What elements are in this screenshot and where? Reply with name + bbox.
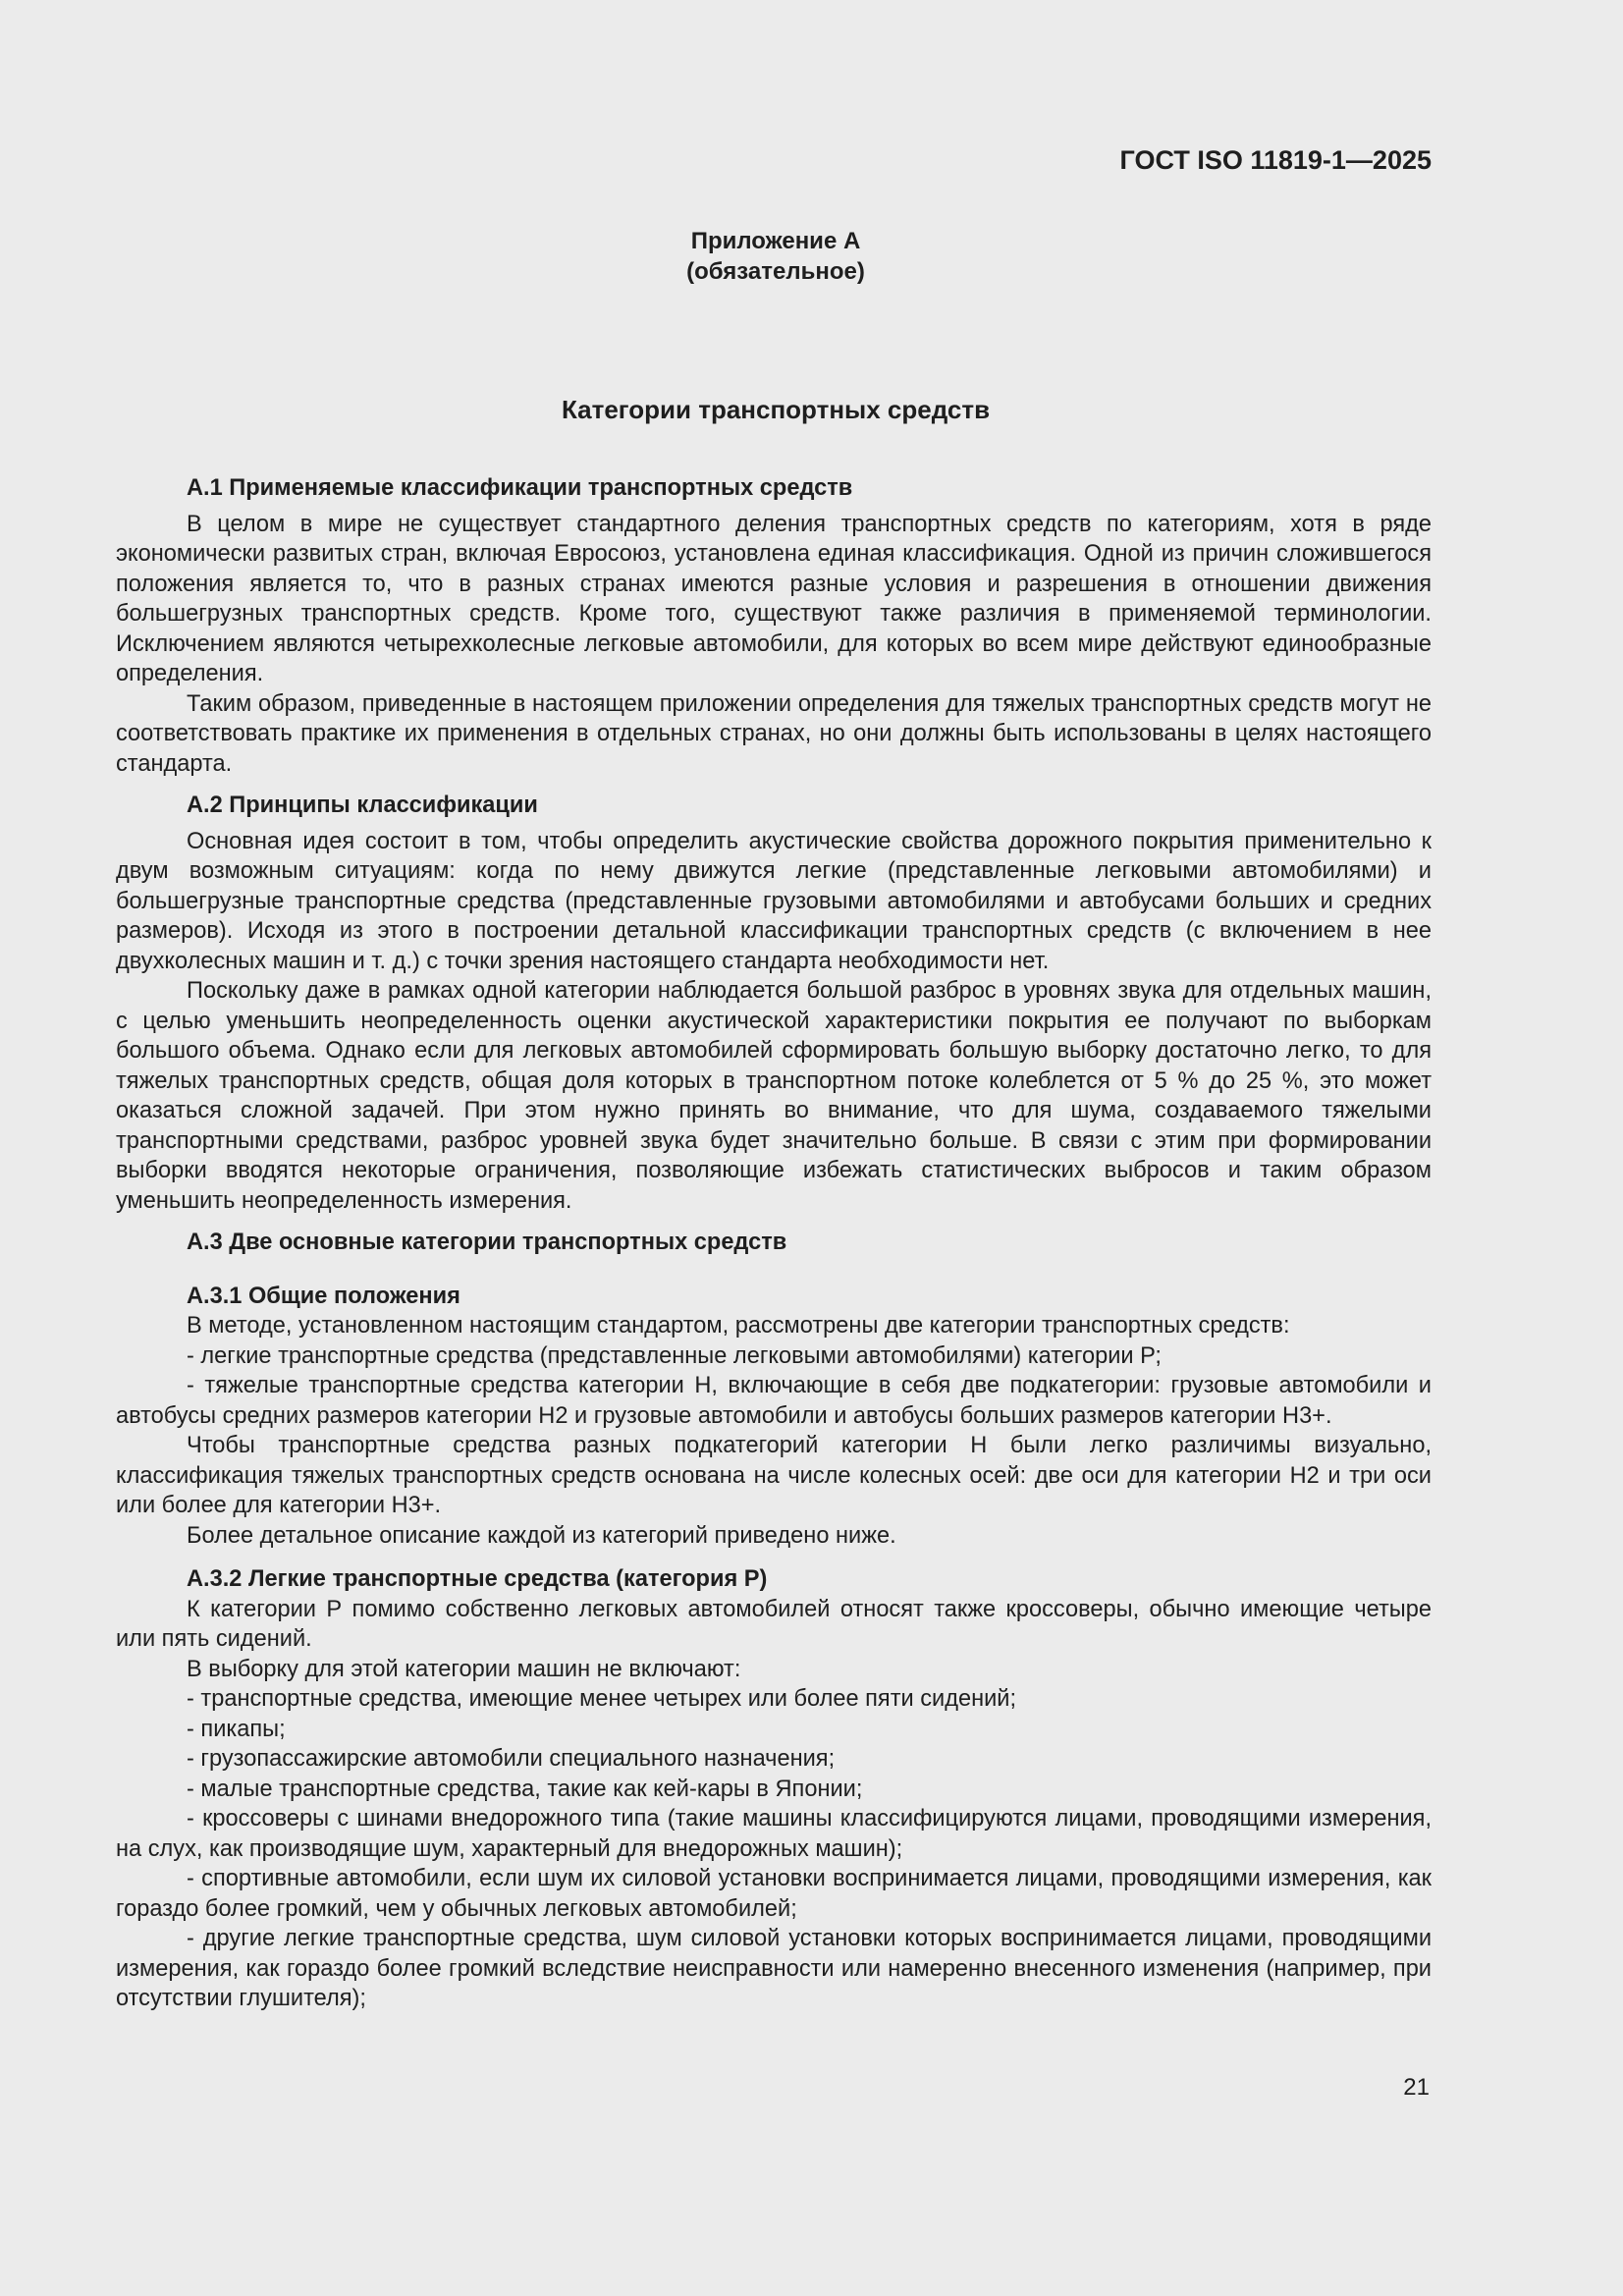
annex-title: Категории транспортных средств	[561, 395, 991, 424]
list-item: - транспортные средства, имеющие менее четырех или более пяти сидений;	[187, 1686, 1017, 1712]
page-number: 21	[1403, 2074, 1430, 2101]
list-item: - легкие транспортные средства (представленные легковыми автомобилями) категории Р;	[187, 1342, 1162, 1369]
list-item: - тяжелые транспортные средства категории Н, включающие в себя две подкатегории: грузовые автомобили и автобусы средних размеров категории Н2 и грузовые автомобили и автобусы больших размеров категории Н3+.	[116, 1373, 1432, 1429]
paragraph: В методе, установленном настоящим стандартом, рассмотрены две категории транспортных средств:	[187, 1313, 1290, 1339]
section-a2-heading: А.2 Принципы классификации	[187, 793, 538, 818]
paragraph: В целом в мире не существует стандартного деления транспортных средств по категориям, хотя в ряде экономически развитых стран, включая Евросоюз, установлена единая классификация. Одной из причин сложившегося положения является то, что в разных странах имеются разные условия и разрешения в отношении движения большегрузных транспортных средств. Кроме того, существуют также различия в применяемой терминологии. Исключением являются четырехколесные легковые автомобили, для которых во всем мире действуют единообразные определения.	[116, 511, 1432, 686]
appendix-status: (обязательное)	[686, 258, 865, 285]
document-code: ГОСТ ISO 11819-1—2025	[1119, 145, 1432, 175]
list-item: - грузопассажирские автомобили специального назначения;	[187, 1746, 836, 1772]
section-a32-heading: А.3.2 Легкие транспортные средства (категория Р)	[187, 1566, 768, 1592]
list-item: - спортивные автомобили, если шум их силовой установки воспринимается лицами, проводящими измерения, как гораздо более громкий, чем у обычных легковых автомобилей;	[116, 1866, 1432, 1922]
list-item: - кроссоверы с шинами внедорожного типа (такие машины классифицируются лицами, проводящими измерения, на слух, как производящие шум, характерный для внедорожных машин);	[116, 1806, 1432, 1862]
paragraph: Поскольку даже в рамках одной категории наблюдается большой разброс в уровнях звука для отдельных машин, с целью уменьшить неопределенность оценки акустической характеристики покрытия ее получают по выборкам большого объема. Однако если для легковых автомобилей сформировать большую выборку достаточно легко, то для тяжелых транспортных средств, общая доля которых в транспортном потоке колеблется от 5 % до 25 %, это может оказаться сложной задачей. При этом нужно принять во внимание, что для шума, создаваемого тяжелыми транспортными средствами, разброс уровней звука будет значительно больше. В связи с этим при формировании выборки вводятся некоторые ограничения, позволяющие избежать статистических выбросов и таким образом уменьшить неопределенность измерения.	[116, 978, 1432, 1214]
list-item: - пикапы;	[187, 1716, 286, 1742]
paragraph: В выборку для этой категории машин не включают:	[187, 1656, 741, 1682]
list-item: - другие легкие транспортные средства, шум силовой установки которых воспринимается лицами, проводящими измерения, как гораздо более громкий вследствие неисправности или намеренно внесенного изменения (например, при отсутствии глушителя);	[116, 1926, 1432, 2011]
section-a31-heading: А.3.1 Общие положения	[187, 1283, 460, 1309]
appendix-label: Приложение А	[690, 228, 861, 254]
list-item: - малые транспортные средства, такие как кей-кары в Японии;	[187, 1776, 863, 1802]
section-a1-heading: А.1 Применяемые классификации транспортных средств	[187, 475, 853, 501]
paragraph: Таким образом, приведенные в настоящем приложении определения для тяжелых транспортных средств могут не соответствовать практике их применения в отдельных странах, но они должны быть использованы в целях настоящего стандарта.	[116, 690, 1432, 777]
document-body	[116, 473, 1432, 2014]
paragraph: Чтобы транспортные средства разных подкатегорий категории Н были легко различимы визуально, классификация тяжелых транспортных средств основана на числе колесных осей: две оси для категории Н2 и три оси или более для категории Н3+.	[116, 1433, 1432, 1518]
appendix-heading	[0, 226, 1551, 287]
paragraph: Более детальное описание каждой из категорий приведено ниже.	[187, 1522, 896, 1549]
paragraph: К категории Р помимо собственно легковых автомобилей относят также кроссоверы, обычно имеющие четыре или пять сидений.	[116, 1596, 1432, 1652]
paragraph: Основная идея состоит в том, чтобы определить акустические свойства дорожного покрытия применительно к двум возможным ситуациям: когда по нему движутся легкие (представленные легковыми автомобилями) и большегрузные транспортные средства (представленные грузовыми автомобилями и автобусами больших и средних размеров). Исходя из этого в построении детальной классификации транспортных средств (с включением в нее двухколесных машин и т. д.) с точки зрения настоящего стандарта необходимости нет.	[116, 828, 1432, 974]
section-a3-heading: А.3 Две основные категории транспортных средств	[187, 1230, 787, 1255]
